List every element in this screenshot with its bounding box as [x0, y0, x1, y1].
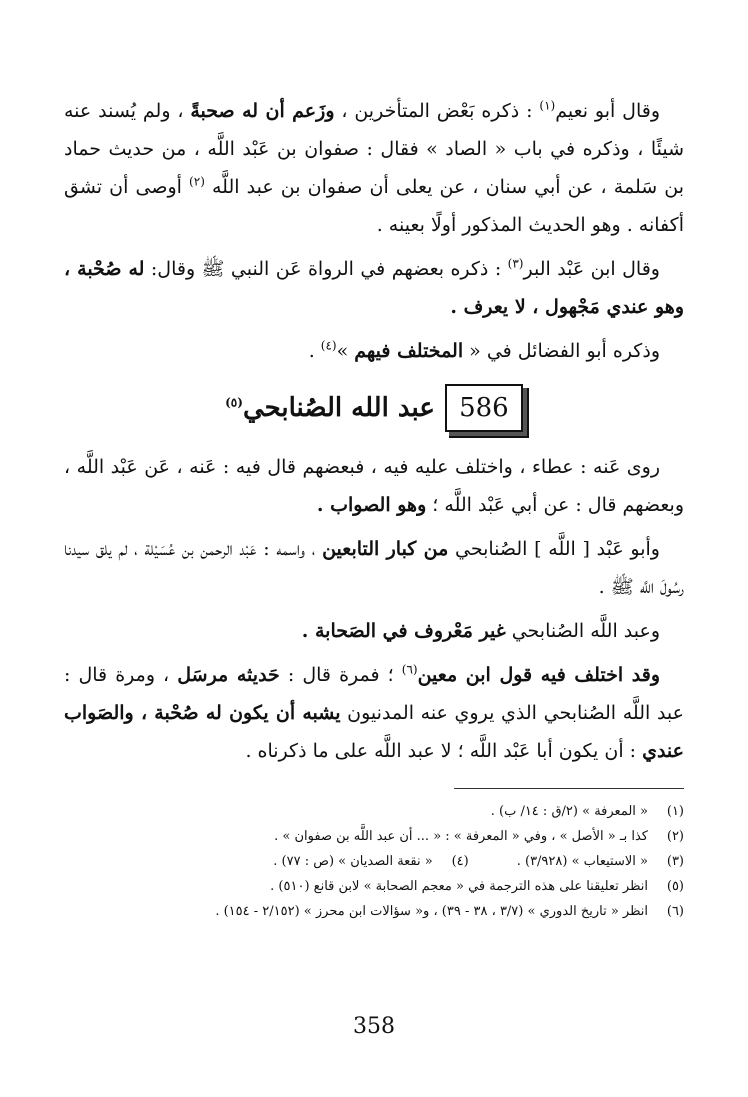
text-segment: : ذكره بعضهم في الرواة عَن النبي ﷺ وقال:	[144, 258, 508, 280]
text-segment: : أن يكون أبا عَبْد اللَّه ؛ لا عبد اللَّه على ما ذكرناه .	[245, 740, 643, 762]
text-segment: وأبو عَبْد [ اللَّه ] الصُنابحي	[448, 538, 660, 560]
text-segment: ، ومرة قال : عبد اللَّه الصُنابحي الذي يروي عنه المدنيون	[64, 664, 684, 724]
footnote-ref[interactable]: (٦)	[401, 662, 418, 677]
footnote	[64, 874, 684, 899]
footnote-ref[interactable]: (٢)	[189, 174, 205, 189]
footnote-number: (٤)	[451, 854, 469, 869]
footnote-number: (١)	[666, 804, 684, 819]
text-segment: ، ولم يُسند عنه شيئًا ، وذكره في باب « الصاد » فقال : صفوان بن عَبْد اللَّه ، من حديث حماد بن سَلمة ، عن أبي سنان ، عن يعلى أن صفوان بن عبد اللَّه	[64, 100, 685, 198]
footnote-text: « المعرفة » (٢/ق : ١٤/ ب) .	[490, 804, 648, 819]
bold-text: حَديثه مرسَل	[177, 664, 280, 686]
footnote-ref[interactable]: (٤)	[320, 338, 337, 353]
footnote-number: (٢)	[666, 829, 684, 844]
entry-title	[225, 393, 435, 423]
paragraph-abu-nuaim	[64, 92, 684, 244]
footnote-text: كذا بـ « الأصل » ، وفي « المعرفة » : « ... أن عبد اللَّه بن صفوان » .	[274, 829, 648, 844]
footnote-ref[interactable]: (٣)	[507, 256, 524, 271]
text-segment: : ذكره بَعْض المتأخرين ،	[334, 100, 540, 122]
footnote-text: « الاستيعاب » (٣/٩٢٨) .	[516, 854, 648, 869]
page-number: 358	[353, 1014, 395, 1039]
footnote-text: انظر « تاريخ الدوري » (٣/٧ ، ٣٨ - ٣٩) ، و« سؤالات ابن محرز » (٢/١٥٢ - ١٥٤) .	[215, 904, 648, 919]
footnote	[64, 799, 684, 824]
paragraph-abu-alfadail	[64, 332, 684, 370]
bold-text: غير مَعْروف في الصَحابة .	[301, 620, 506, 642]
bold-text: وزَعم أن له صحبةً	[190, 100, 335, 122]
footnote	[64, 824, 684, 849]
text-segment: أوصى أن تشق أكفانه . وهو الحديث المذكور أولًا بعينه .	[64, 176, 684, 236]
paragraph-ibn-abd-albarr	[64, 250, 684, 326]
page-content	[64, 92, 684, 924]
footnote-ref[interactable]: (١)	[539, 98, 556, 113]
paragraph-ibn-main	[64, 656, 684, 770]
bold-text: له صُحْبة ، وهو عندي مَجْهول ، لا يعرف .	[64, 258, 684, 318]
text-segment: .	[308, 340, 321, 362]
text-segment: وعبد اللَّه الصُنابحي	[505, 620, 660, 642]
footnote	[64, 849, 684, 874]
footnote-number: (٥)	[666, 879, 684, 894]
entry-title-text: عبد الله الصُنابحي	[242, 393, 435, 423]
footnote-number: (٦)	[666, 904, 684, 919]
footnote	[64, 899, 684, 924]
bold-text: من كبار التابعين	[322, 538, 449, 560]
bold-text: وهو الصواب .	[316, 494, 427, 516]
footnote-text: انظر تعليقنا على هذه الترجمة في « معجم الصحابة » لابن قانع (٥١٠) .	[270, 879, 648, 894]
footnote-ref[interactable]: (٥)	[225, 395, 243, 410]
footnote-number: (٣)	[666, 854, 684, 869]
text-segment: ؛ فمرة قال :	[279, 664, 402, 686]
entry-number-box: 586	[445, 384, 523, 432]
paragraph-abu-abdallah	[64, 530, 684, 606]
footnote-divider	[454, 788, 684, 789]
paragraph-narration	[64, 448, 684, 524]
bold-text: يشبه أن يكون له صُحْبة ، والصَواب عندي	[64, 702, 684, 762]
text-segment: »	[336, 340, 355, 362]
footnote-text: « نقعة الصديان » (ص : ٧٧) .	[273, 854, 433, 869]
text-segment: وقال ابن عَبْد البر	[523, 258, 660, 280]
text-segment: وذكره أبو الفضائل في «	[463, 340, 660, 362]
paragraph-not-known	[64, 612, 684, 650]
bold-text: وقد اختلف فيه قول ابن معين	[417, 664, 661, 686]
text-segment: روى عَنه : عطاء ، واختلف عليه فيه ، فبعضهم قال فيه : عَنه ، عَن عَبْد اللَّه ، وبعضهم قال : عن أبي عَبْد اللَّه ؛	[64, 456, 684, 516]
footnotes	[64, 799, 684, 924]
entry-heading	[64, 384, 684, 432]
text-segment: وقال أبو نعيم	[555, 100, 660, 122]
bold-text: المختلف فيهم	[354, 340, 464, 362]
text-segment: ، واسمه : عَبْد الرحمن بن عُسَيْلة ، لم يلق سيدنا رسُولَ اللَّه ﷺ .	[64, 538, 684, 598]
